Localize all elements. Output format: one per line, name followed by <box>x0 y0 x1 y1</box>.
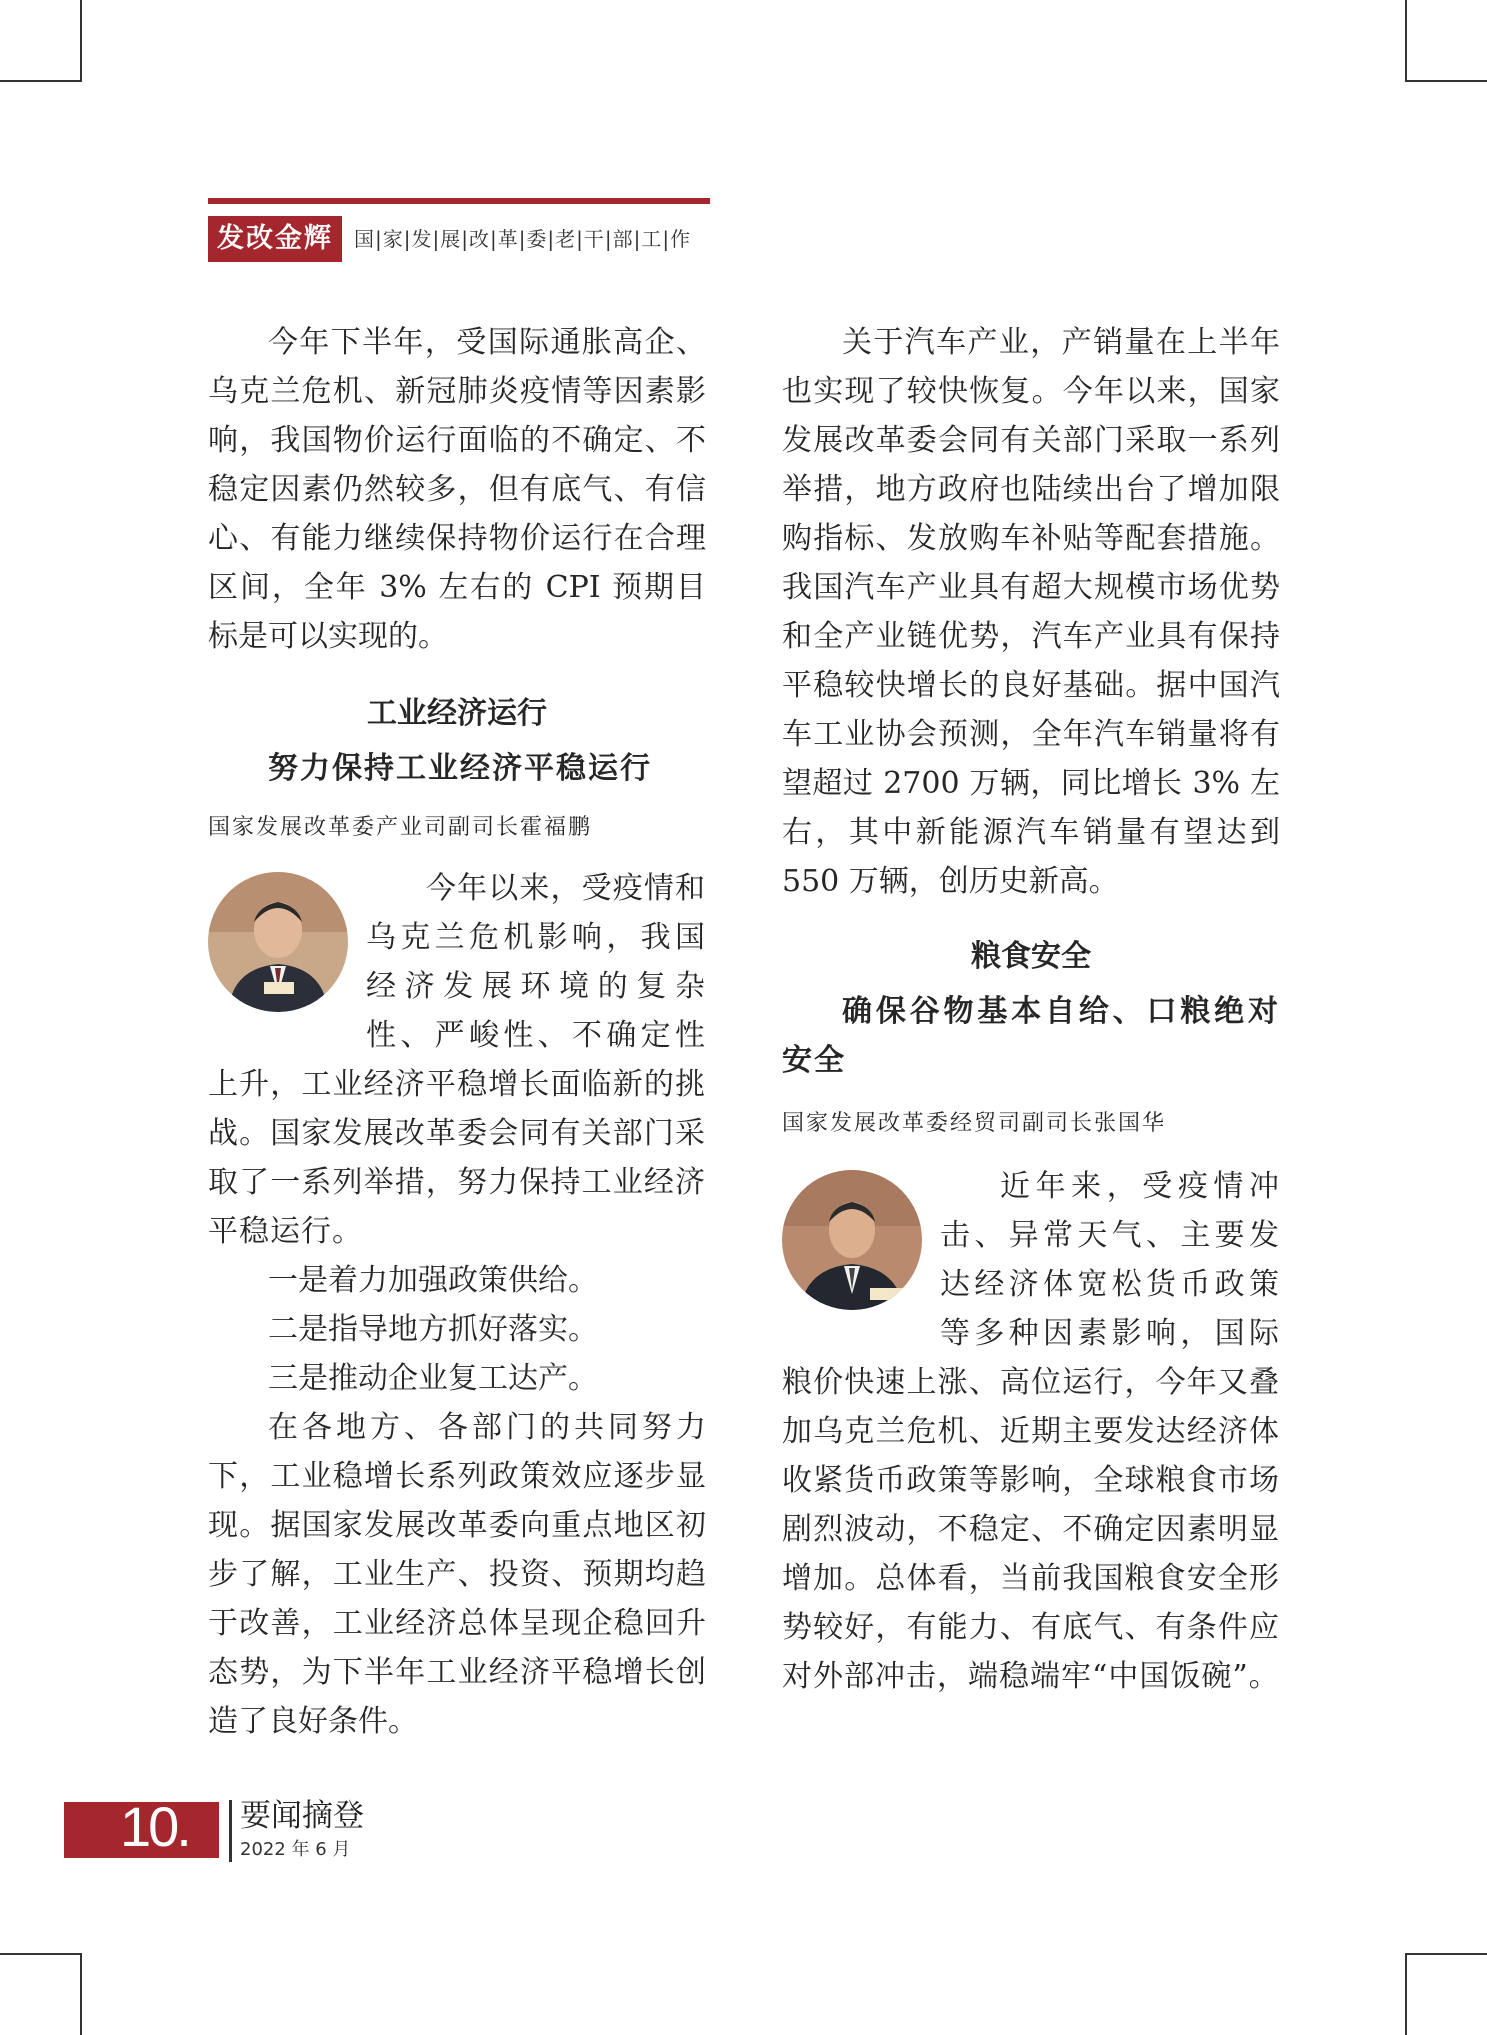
byline-huo: 国家发展改革委产业司副司长霍福鹏 <box>208 815 593 840</box>
industry-paragraph-2: 在各地方、各部门的共同努力下，工业稳增长系列政策效应逐步显现。据国家发展改革委向重点地区初步了解，工业生产、投资、预期均趋于改善，工业经济总体呈现企稳回升态势，为下半年工业经济平稳增长创造了良好条件。 <box>208 1410 706 1739</box>
crop-mark <box>80 1953 82 2035</box>
crop-mark <box>80 0 82 82</box>
crop-mark <box>0 80 82 82</box>
industry-item-3: 三是推动企业复工达产。 <box>268 1361 598 1396</box>
industry-item-2: 二是指导地方抓好落实。 <box>268 1312 598 1347</box>
crop-mark <box>0 1953 82 1955</box>
header-rule <box>208 198 710 204</box>
grain-paragraph: 近年来，受疫情冲击、异常天气、主要发达经济体宽松货币政策等多种因素影响，国际粮价快速上涨、高位运行，今年又叠加乌克兰危机、近期主要发达经济体收紧货币政策等影响，全球粮食市场剧烈波动，不稳定、不确定因素明显增加。总体看，当前我国粮食安全形势较好，有能力、有底气、有条件应对外部冲击，端稳端牢“中国饭碗”。 <box>782 1169 1280 1694</box>
crop-mark <box>1405 0 1407 82</box>
portrait-zhang <box>782 1170 922 1310</box>
portrait-zhang-image <box>782 1170 922 1310</box>
right-column <box>782 318 1280 1701</box>
left-column <box>208 318 706 1746</box>
footer-section-title: 要闻摘登 <box>240 1798 364 1834</box>
intro-paragraph: 今年下半年，受国际通胀高企、乌克兰危机、新冠肺炎疫情等因素影响，我国物价运行面临的不确定、不稳定因素仍然较多，但有底气、有信心、有能力继续保持物价运行在合理区间，全年 3% 左右的 CPI 预期目标是可以实现的。 <box>208 325 706 654</box>
portrait-huo <box>208 872 348 1012</box>
portrait-huo-image <box>208 872 348 1012</box>
footer-divider <box>229 1800 232 1862</box>
footer-date: 2022 年 6 月 <box>240 1839 351 1860</box>
section-subtitle-industry: 努力保持工业经济平稳运行 <box>268 751 652 786</box>
crop-mark <box>1405 1953 1407 2035</box>
auto-paragraph: 关于汽车产业，产销量在上半年也实现了较快恢复。今年以来，国家发展改革委会同有关部门采取一系列举措，地方政府也陆续出台了增加限购指标、发放购车补贴等配套措施。我国汽车产业具有超大规模市场优势和全产业链优势，汽车产业具有保持平稳较快增长的良好基础。据中国汽车工业协会预测，全年汽车销量将有望超过 2700 万辆，同比增长 3% 左右，其中新能源汽车销量有望达到 550 万辆，创历史新高。 <box>782 325 1280 899</box>
byline-zhang: 国家发展改革委经贸司副司长张国华 <box>782 1111 1167 1136</box>
section-title-industry: 工业经济运行 <box>367 696 547 731</box>
header-subtitle: 国|家|发|展|改|革|委|老|干|部|工|作 <box>354 227 692 251</box>
industry-item-1: 一是着力加强政策供给。 <box>268 1263 598 1298</box>
crop-mark <box>1405 1953 1487 1955</box>
crop-mark <box>1405 80 1487 82</box>
header-logo: 发改金辉 <box>208 216 342 262</box>
section-subtitle-grain: 确保谷物基本自给、口粮绝对安全 <box>782 994 1280 1078</box>
page-number: 10. <box>120 1795 189 1858</box>
industry-paragraph-1: 今年以来，受疫情和乌克兰危机影响，我国经济发展环境的复杂性、严峻性、不确定性上升，工业经济平稳增长面临新的挑战。国家发展改革委会同有关部门采取了一系列举措，努力保持工业经济平稳运行。 <box>208 871 706 1249</box>
section-title-grain: 粮食安全 <box>971 939 1091 974</box>
